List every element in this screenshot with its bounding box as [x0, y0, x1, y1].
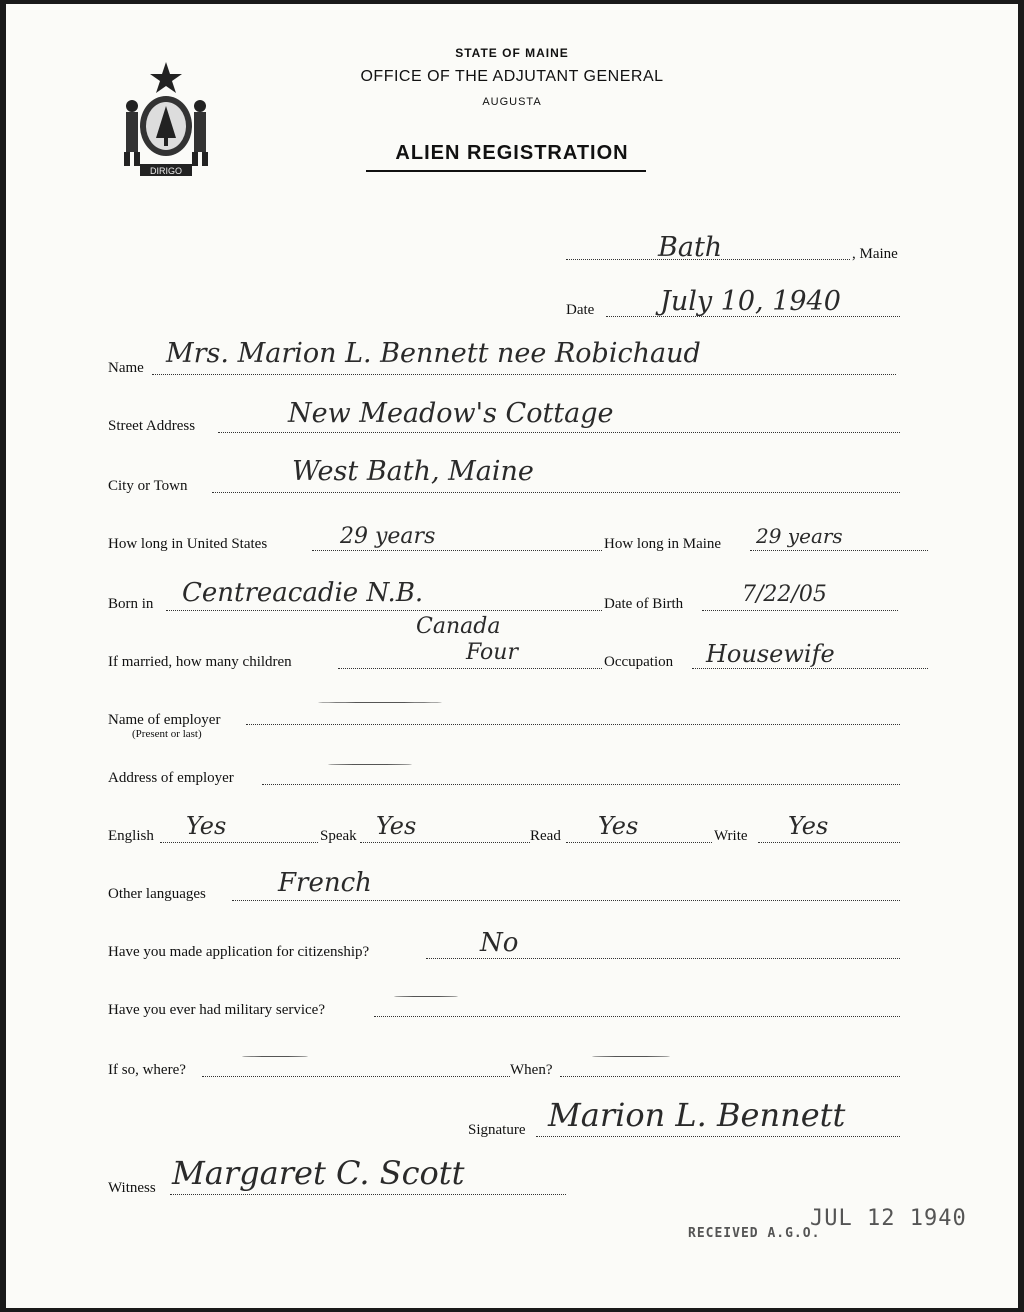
employer-name-line[interactable]: [246, 724, 900, 725]
born-in-line: [166, 610, 602, 611]
born-in-value[interactable]: Centreacadie N.B.: [182, 578, 424, 608]
signature-label: Signature: [468, 1122, 526, 1138]
date-of-birth-value[interactable]: 7/22/05: [742, 582, 827, 607]
name-label: Name: [108, 360, 144, 376]
employer-address-dash: [328, 764, 412, 765]
how-long-maine-label: How long in Maine: [604, 536, 722, 552]
received-stamp-label: RECEIVED A.G.O.: [688, 1226, 821, 1241]
how-long-us-value[interactable]: 29 years: [340, 524, 436, 549]
when-line[interactable]: [560, 1076, 900, 1077]
english-label: English: [108, 828, 154, 844]
employer-name-sublabel: (Present or last): [132, 728, 202, 740]
if-so-where-label: If so, where?: [108, 1062, 186, 1078]
employer-address-line[interactable]: [262, 784, 900, 785]
read-line: [566, 842, 712, 843]
write-line: [758, 842, 900, 843]
children-line: [338, 668, 602, 669]
citizenship-value[interactable]: No: [480, 928, 519, 958]
when-dash: [592, 1056, 670, 1057]
military-label: Have you ever had military service?: [108, 1002, 325, 1018]
name-value[interactable]: Mrs. Marion L. Bennett nee Robichaud: [166, 338, 701, 369]
maine-label: , Maine: [852, 246, 898, 262]
speak-line: [360, 842, 530, 843]
when-label: When?: [510, 1062, 553, 1078]
received-stamp-date: JUL 12 1940: [810, 1206, 967, 1231]
seal-motto: DIRIGO: [149, 166, 183, 176]
read-label: Read: [530, 828, 561, 844]
date-of-birth-line: [702, 610, 898, 611]
street-value[interactable]: New Meadow's Cottage: [288, 398, 614, 429]
speak-label: Speak: [320, 828, 357, 844]
english-line: [160, 842, 318, 843]
signature-value[interactable]: Marion L. Bennett: [548, 1096, 846, 1134]
header-state: STATE OF MAINE: [455, 46, 569, 60]
occupation-label: Occupation: [604, 654, 674, 670]
children-label: If married, how many children: [108, 654, 292, 670]
registration-form: [6, 4, 1018, 1308]
other-languages-label: Other languages: [108, 886, 206, 902]
military-line[interactable]: [374, 1016, 900, 1017]
other-languages-value[interactable]: French: [278, 868, 372, 898]
date-label: Date: [566, 302, 595, 318]
witness-value[interactable]: Margaret C. Scott: [172, 1154, 465, 1192]
born-in-country[interactable]: Canada: [416, 614, 501, 639]
city-line: [212, 492, 900, 493]
how-long-us-line: [312, 550, 602, 551]
write-label: Write: [714, 828, 748, 844]
read-value[interactable]: Yes: [598, 812, 639, 840]
header-city: AUGUSTA: [482, 96, 542, 108]
occupation-value[interactable]: Housewife: [706, 640, 835, 668]
how-long-us-label: How long in United States: [108, 536, 268, 552]
witness-line: [170, 1194, 566, 1195]
speak-value[interactable]: Yes: [376, 812, 417, 840]
how-long-maine-line: [750, 550, 928, 551]
header-office: OFFICE OF THE ADJUTANT GENERAL: [360, 68, 664, 85]
how-long-maine-value[interactable]: 29 years: [756, 524, 843, 548]
employer-address-label: Address of employer: [108, 770, 234, 786]
signature-line: [536, 1136, 900, 1137]
street-line: [218, 432, 900, 433]
military-dash: [394, 996, 458, 997]
occupation-line: [692, 668, 928, 669]
employer-name-label: Name of employer: [108, 712, 221, 728]
citizenship-line: [426, 958, 900, 959]
children-value[interactable]: Four: [466, 640, 518, 665]
town-value[interactable]: Bath: [658, 232, 723, 263]
if-so-where-line[interactable]: [202, 1076, 510, 1077]
citizenship-label: Have you made application for citizenship?: [108, 944, 370, 960]
born-in-label: Born in: [108, 596, 154, 612]
form-title: ALIEN REGISTRATION: [395, 142, 629, 164]
date-value[interactable]: July 10, 1940: [660, 286, 841, 317]
if-so-where-dash: [242, 1056, 308, 1057]
write-value[interactable]: Yes: [788, 812, 829, 840]
english-value[interactable]: Yes: [186, 812, 227, 840]
title-underline: [366, 170, 646, 172]
other-languages-line: [232, 900, 900, 901]
city-value[interactable]: West Bath, Maine: [292, 456, 534, 487]
date-of-birth-label: Date of Birth: [604, 596, 684, 612]
name-line: [152, 374, 896, 375]
city-label: City or Town: [108, 478, 188, 494]
street-label: Street Address: [108, 418, 196, 434]
employer-name-dash: [318, 702, 442, 703]
witness-label: Witness: [108, 1180, 156, 1196]
